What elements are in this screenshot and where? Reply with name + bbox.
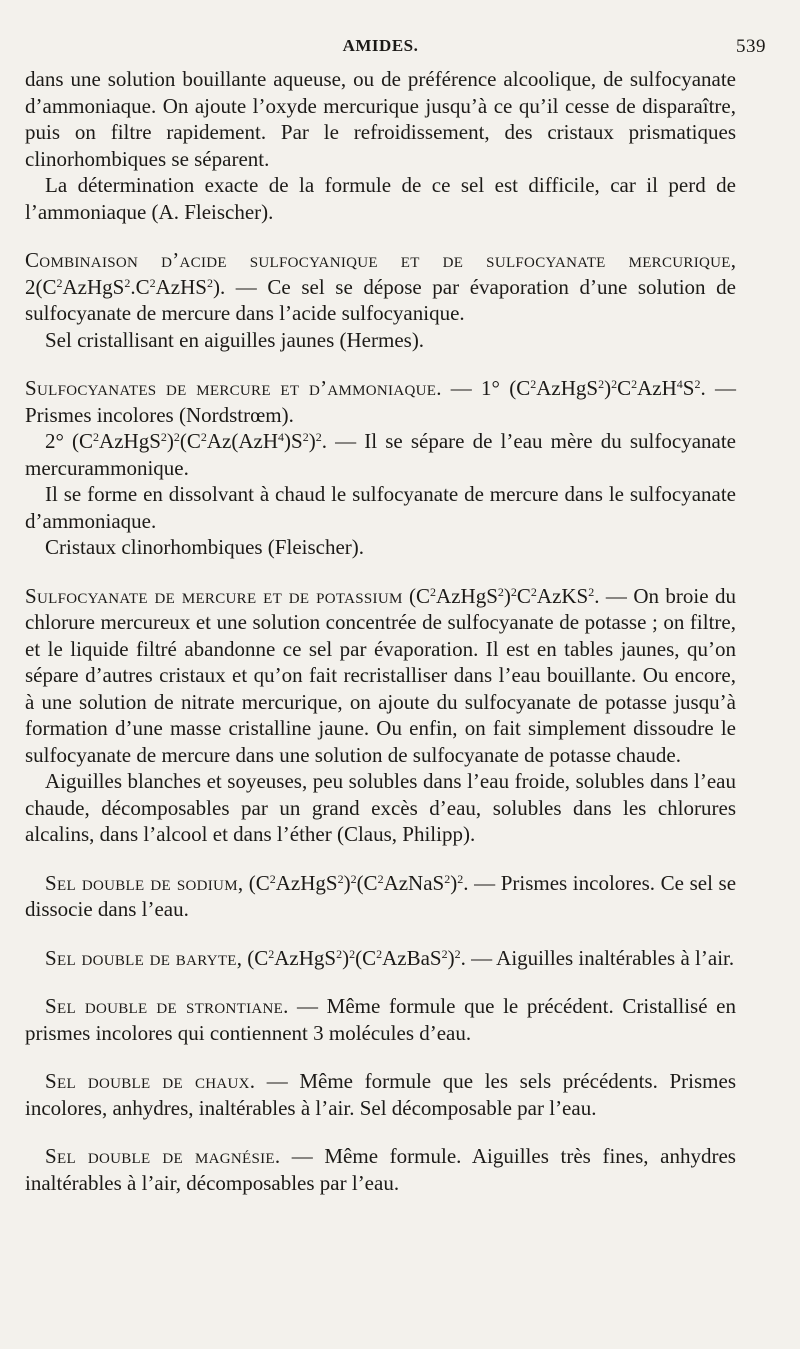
section-gap	[25, 923, 736, 945]
section-gap	[25, 225, 736, 247]
section-gap	[25, 971, 736, 993]
paragraph: Sulfocyanate de mercure et de potassium $(C^2AzHgS^2)^2C^2AzKS^2$. — On broie du chlorure mercureux et une solution concentrée de sulfocyanate de potasse ; on filtre, et le liquide filtré abandonne ce sel par évaporation. Il est en tables jaunes, qu’on sépare d’autres cristaux et qu’on fait recristalliser dans l’eau bouillante. Ou encore, à une solution de nitrate mercurique, on ajoute du sulfocyanate de potasse jusqu’à formation d’une masse cristalline jaune. Ou enfin, on fait simplement dissoudre le sulfocyanate de mercure dans une solution de sulfocyanate de potasse chaude.	[25, 583, 736, 767]
paragraph: Sulfocyanates de mercure et d’ammoniaque. — 1° $(C^2AzHgS^2)^2C^2AzH^4S^2$. — Prismes incolores (Nordstrœm).	[25, 376, 736, 427]
paragraph: Sel double de chaux. — Même formule que les sels précédents. Prismes incolores, anhydres, inaltérables à l’air. Sel décomposable par l’eau.	[25, 1069, 736, 1120]
paragraph: La détermination exacte de la formule de ce sel est difficile, car il perd de l’ammoniaque (A. Fleischer).	[25, 173, 736, 224]
section-gap	[25, 561, 736, 583]
paragraph: 2° $(C^2AzHgS^2)^2(C^2Az(AzH^4)S^2)^2$. — Il se sépare de l’eau mère du sulfocyanate mercurammonique.	[25, 429, 737, 480]
paragraph: Aiguilles blanches et soyeuses, peu solubles dans l’eau froide, solubles dans l’eau chaude, décomposables par un grand excès d’eau, solubles dans les chlorures alcalins, dans l’alcool et dans l’éther (Claus, Philipp).	[25, 769, 736, 846]
section-gap	[25, 353, 736, 375]
paragraph: Sel double de magnésie. — Même formule. Aiguilles très fines, anhydres inaltérables à l’air, décomposables par l’eau.	[25, 1144, 736, 1195]
section-gap	[25, 1046, 736, 1068]
section-gap	[25, 1121, 736, 1143]
section-gap	[25, 848, 736, 870]
paragraph: Il se forme en dissolvant à chaud le sulfocyanate de mercure dans le sulfocyanate d’ammoniaque.	[25, 482, 736, 533]
paragraph: Combinaison d’acide sulfocyanique et de sulfocyanate mercurique, $2(C^2AzHgS^2.C^2AzHS^2)$. — Ce sel se dépose par évaporation d’une solution de sulfocyanate de mercure dans l’acide sulfocyanique.	[25, 248, 736, 325]
paragraph: Sel double de sodium, $(C^2AzHgS^2)^2(C^2AzNaS^2)^2$. — Prismes incolores. Ce sel se dissocie dans l’eau.	[25, 870, 737, 921]
running-header	[25, 36, 766, 66]
page-body	[25, 66, 736, 1196]
paragraph: Sel double de baryte, $(C^2AzHgS^2)^2(C^2AzBaS^2)^2$. — Aiguilles inaltérables à l’air.	[45, 945, 735, 970]
paragraph: Sel cristallisant en aiguilles jaunes (Hermes).	[45, 327, 425, 352]
running-title: AMIDES.	[342, 36, 419, 55]
paragraph: Sel double de strontiane. — Même formule que le précédent. Cristallisé en prismes incolores qui contiennent 3 molécules d’eau.	[25, 994, 737, 1045]
paragraph: dans une solution bouillante aqueuse, ou de préférence alcoolique, de sulfocyanate d’ammoniaque. On ajoute l’oxyde mercurique jusqu’à ce qu’il cesse de disparaître, puis on filtre rapidement. Par le refroidissement, des cristaux prismatiques clinorhombiques se séparent.	[25, 67, 736, 171]
paragraph: Cristaux clinorhombiques (Fleischer).	[45, 535, 365, 559]
page-number: 539	[736, 36, 766, 57]
